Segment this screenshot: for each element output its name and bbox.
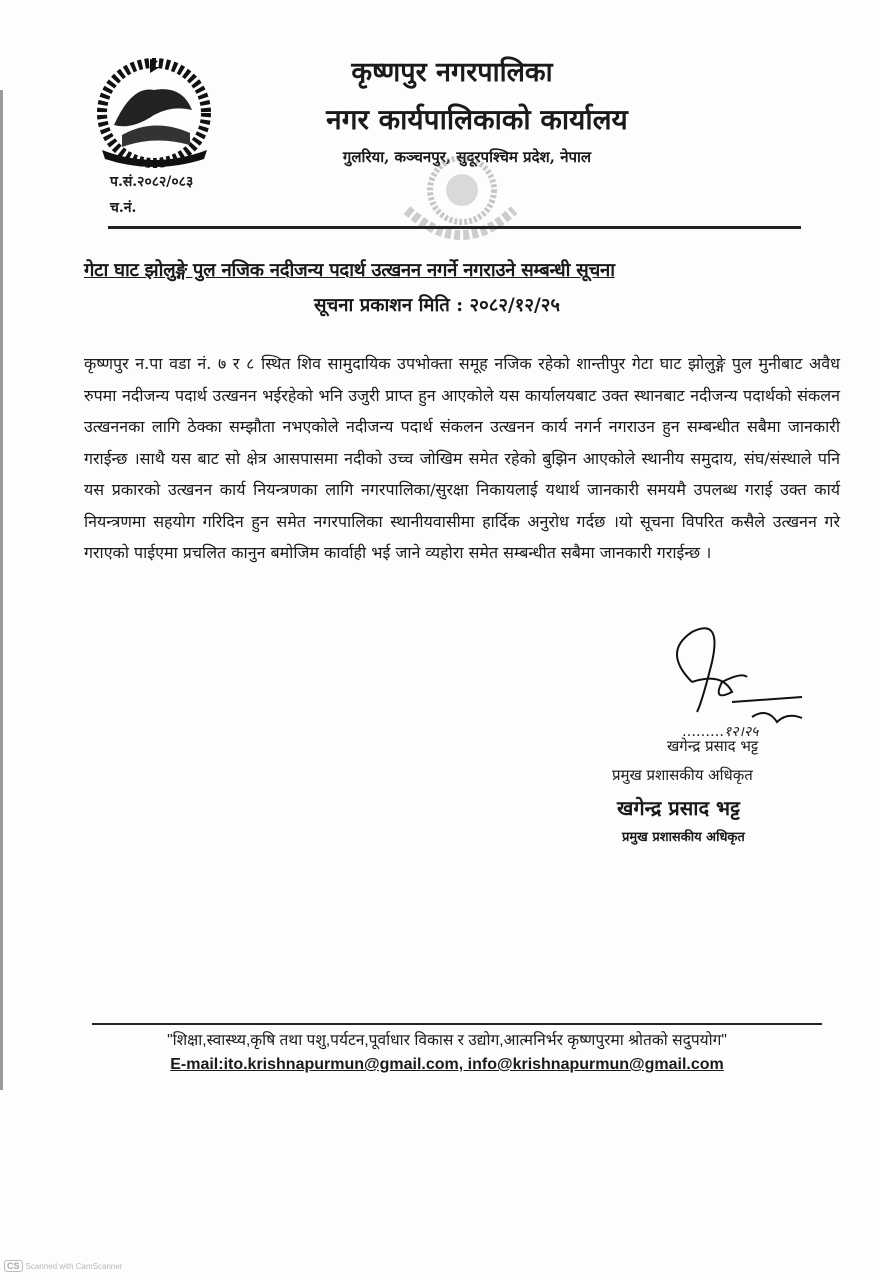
reference-number: प.सं.२०८२/०८३	[110, 174, 194, 190]
footer-email: E-mail:ito.krishnapurmun@gmail.com, info@krishnapurmun@gmail.com	[170, 1056, 724, 1073]
municipality-name: कृष्णपुर नगरपालिका	[351, 57, 553, 88]
handwritten-signature-icon	[652, 622, 822, 732]
notice-body: कृष्णपुर न.पा वडा नं. ७ र ८ स्थित शिव सामुदायिक उपभोक्ता समूह नजिक रहेको शान्तीपुर गेटा घाट झोलुङ्गे पुल मुनीबाट अवैध रुपमा नदीजन्य पदार्थ उत्खनन भईरहेको भनि उजुरी प्राप्त हुन आएकोले यस कार्यालयबाट उक्त स्थानबाट नदीजन्य पदार्थको संकलन उत्खननका लागि ठेक्का सम्झौता नभएकोले नदीजन्य पदार्थ संकलन उत्खनन कार्य नगर्न नगराउन हुन सम्बन्धीत सबैमा जानकारी गराईन्छ ।साथै यस बाट सो क्षेत्र आसपासमा नदीको उच्च जोखिम समेत रहेको बुझिन आएकोले स्थानीय समुदाय, संघ/संस्थाले पनि यस प्रकारको उत्खनन कार्य नियन्त्रणका लागि नगरपालिका/सुरक्षा निकायलाई यथार्थ जानकारी समयमै उपलब्ध गराई उक्त कार्य नियन्त्रणमा सहयोग गरिदिन हुन समेत नगरपालिका स्थानीयवासीमा हार्दिक अनुरोध गर्दछ ।यो सूचना विपरित कसैले उत्खनन गरे गराएको पाईएमा प्रचलित कानुन बमोजिम कार्वाही भई जाने व्यहोरा समेत सम्बन्धीत सबैमा जानकारी गराईन्छ ।	[84, 354, 840, 562]
notice-subject: गेटा घाट झोलुङ्गे पुल नजिक नदीजन्य पदार्थ उत्खनन नगर्ने नगराउने सम्बन्धी सूचना	[84, 260, 615, 281]
scanner-watermark	[4, 1260, 122, 1272]
footer-motto: "शिक्षा,स्वास्थ्य,कृषि तथा पशु,पर्यटन,पूर्वाधार विकास र उद्योग,आत्मनिर्भर कृष्णपुरमा श्रोतको सदुपयोग"	[167, 1032, 727, 1049]
dispatch-number: च.नं.	[110, 200, 137, 216]
stamp-title: प्रमुख प्रशासकीय अधिकृत	[622, 830, 745, 845]
publication-date-value: २०८२/१२/२५	[469, 295, 560, 316]
publication-date-label: सूचना प्रकाशन मिति :	[314, 295, 464, 316]
dots: ………	[682, 724, 724, 740]
scan-edge-shadow	[0, 90, 3, 1090]
signer-title: प्रमुख प्रशासकीय अधिकृत	[612, 766, 753, 784]
office-name: नगर कार्यपालिकाको कार्यालय	[326, 103, 628, 136]
header-divider	[108, 226, 801, 229]
stamp-name: खगेन्द्र प्रसाद भट्ट	[617, 796, 740, 820]
footer-divider	[92, 1023, 822, 1025]
handwritten-date: १२।२५	[724, 724, 759, 740]
camscanner-logo-icon: CS	[4, 1260, 23, 1272]
publication-date	[0, 292, 874, 317]
office-address: गुलरिया, कञ्चनपुर, सुदूरपश्चिम प्रदेश, नेपाल	[342, 148, 592, 166]
office-seal-icon	[402, 150, 517, 260]
signer-name: खगेन्द्र प्रसाद भट्ट	[667, 737, 759, 755]
watermark-text: Scanned with CamScanner	[25, 1261, 123, 1271]
signature-block	[612, 622, 832, 852]
